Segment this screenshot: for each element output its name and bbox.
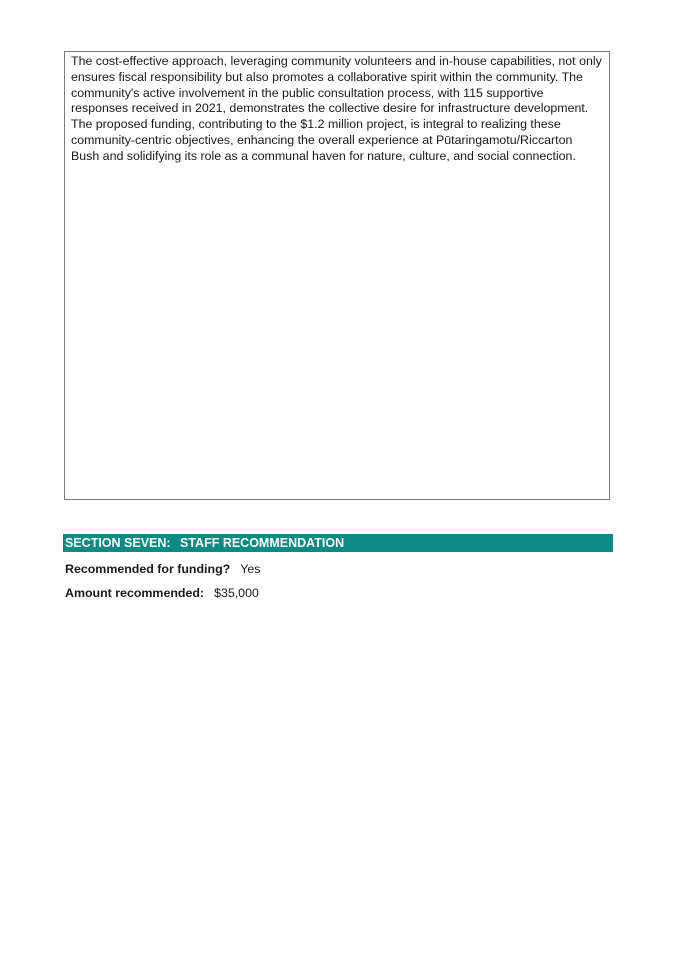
narrative-text-box (64, 51, 610, 500)
section-header-bar (63, 534, 613, 552)
narrative-paragraph: The cost-effective approach, leveraging community volunteers and in-house capabilities, not only ensures fiscal responsibility but also promotes a collaborative spirit within the community. The community's active involvement in the public consultation process, with 115 supportive responses received in 2021, demonstrates the collective desire for infrastructure development. The proposed funding, contributing to the $1.2 million project, is integral to realizing these community-centric objectives, enhancing the overall experience at Pūtaringamotu/Riccarton Bush and solidifying its role as a communal haven for nature, culture, and social connection. (71, 54, 602, 163)
section-number: SECTION SEVEN: (65, 536, 171, 550)
recommended-for-funding-row (65, 561, 260, 577)
amount-recommended-label: Amount recommended: (65, 586, 205, 600)
amount-recommended-row (65, 585, 259, 601)
section-title: STAFF RECOMMENDATION (180, 536, 345, 550)
recommended-for-funding-value: Yes (240, 562, 261, 576)
recommended-for-funding-label: Recommended for funding? (65, 562, 231, 576)
amount-recommended-value: $35,000 (214, 586, 259, 600)
